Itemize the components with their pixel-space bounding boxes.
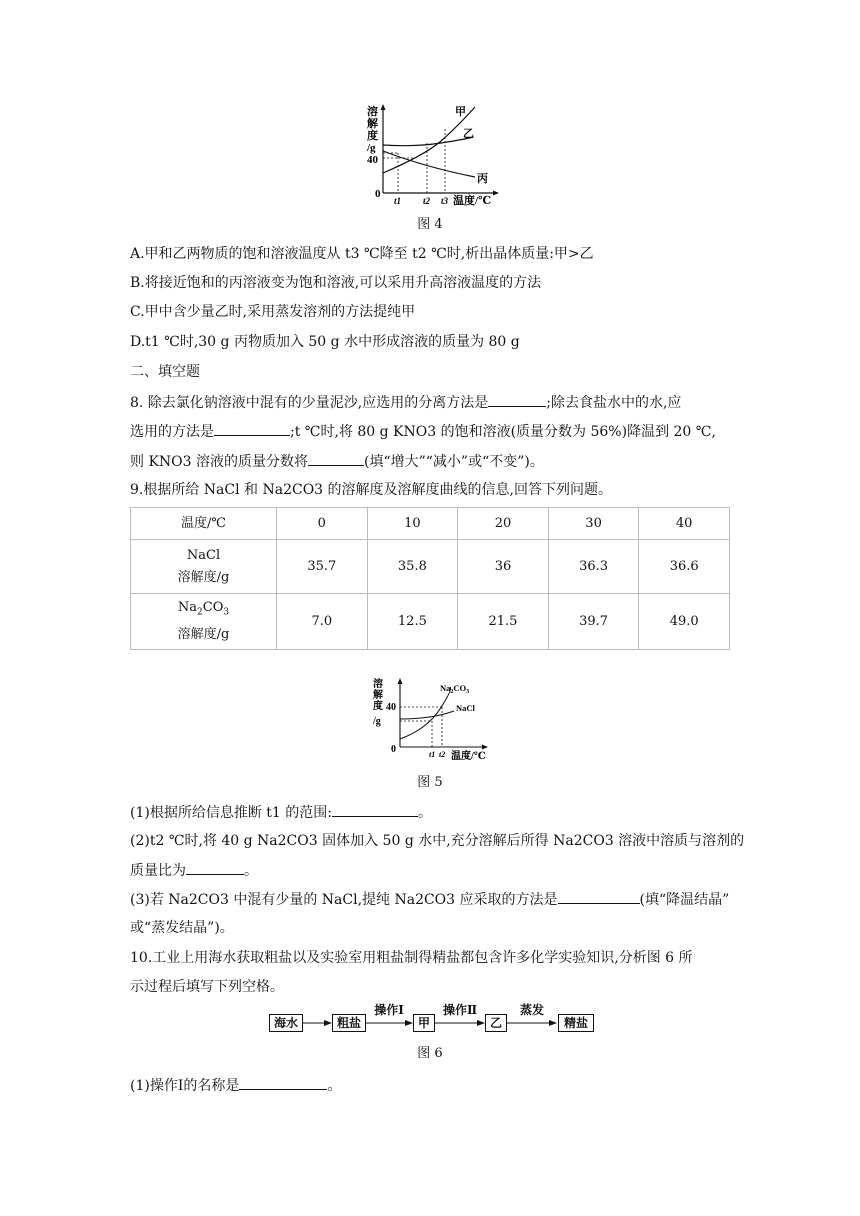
q8-text-1a: 8. 除去氯化钠溶液中混有的少量泥沙,应选用的分离方法是 — [130, 395, 489, 411]
fig5-origin: 0 — [391, 744, 396, 755]
figure-6-caption: 图 6 — [417, 1046, 443, 1061]
q8-blank-3[interactable] — [308, 451, 364, 466]
table-header-temp: 30 — [548, 508, 639, 540]
figure-6-flowchart — [265, 1005, 600, 1035]
table-cell: 35.8 — [367, 540, 458, 594]
figure-5-caption: 图 5 — [417, 775, 443, 790]
fig4-curve-yi — [383, 137, 473, 146]
section-title: 二、填空题 — [130, 364, 200, 380]
fig4-y-arrow — [381, 104, 386, 110]
q9-part-3a-text: (3)若 Na2CO3 中混有少量的 NaCl,提纯 Na2CO3 应采取的方法是 — [130, 892, 558, 908]
solubility-table — [130, 507, 730, 650]
fig5-t2-label: t2 — [439, 750, 446, 759]
flow-arrow-1 — [302, 1017, 332, 1029]
flow-arrow-2 — [365, 1017, 413, 1029]
q8-text-2a: 选用的方法是 — [130, 424, 214, 440]
flow-box-crude-salt: 粗盐 — [332, 1014, 366, 1032]
fig5-y-arrow — [398, 678, 403, 684]
flow-arrow-3 — [435, 1017, 485, 1029]
option-a: A.甲和乙两物质的饱和溶液温度从 t3 ℃降至 t2 ℃时,析出晶体质量:甲>乙 — [130, 246, 594, 262]
flow-box-refined-salt: 精盐 — [558, 1014, 594, 1032]
option-b: B.将接近饱和的丙溶液变为饱和溶液,可以采用升高溶液温度的方法 — [130, 275, 542, 291]
na2co3-name: $Na_2CO_3$ — [177, 600, 230, 618]
fig4-ylabel-3: 度 — [367, 130, 378, 142]
table-header-label: 温度/℃ — [131, 508, 277, 540]
fig5-xlabel: 温度/℃ — [451, 751, 486, 762]
q8-text-1b: ;除去食盐水中的水,应 — [546, 395, 682, 411]
table-header-temp: 10 — [367, 508, 458, 540]
fig5-ylabel-2: 解 — [373, 690, 383, 701]
flow-box-seawater: 海水 — [269, 1014, 303, 1032]
fig4-x-arrow — [493, 191, 499, 196]
q10-blank-1[interactable] — [239, 1075, 327, 1090]
table-cell: 7.0 — [277, 594, 368, 650]
flow-label-evaporate: 蒸发 — [519, 1003, 544, 1017]
q8-blank-2[interactable] — [214, 421, 290, 436]
fig4-label-yi: 乙 — [463, 128, 474, 140]
fig5-curve-nacl — [400, 711, 454, 719]
q9-blank-3[interactable] — [558, 889, 640, 904]
q9-blank-1[interactable] — [332, 802, 418, 817]
q10-part-1-text: (1)操作Ⅰ的名称是 — [130, 1078, 240, 1094]
fig4-t2-label: t2 — [423, 196, 431, 206]
fig5-ylabel-4: /g — [373, 716, 381, 727]
table-row — [131, 594, 730, 650]
fig4-origin: 0 — [375, 188, 381, 200]
fig4-t1-label: t1 — [394, 196, 402, 206]
q8-text-3a: 则 KNO3 溶液的质量分数将 — [130, 454, 308, 470]
fig5-curve-na2co3 — [400, 687, 451, 739]
fig4-ylabel-2: 解 — [367, 118, 378, 130]
fig5-label-na2co3: $Na_2CO_3$ — [440, 683, 470, 695]
q10-line-2: 示过程后填写下列空格。 — [130, 979, 284, 995]
fig5-ytick-40: 40 — [386, 702, 396, 713]
q9-part-2b — [130, 860, 258, 881]
option-d: D.t1 ℃时,30 g 丙物质加入 50 g 水中形成溶液的质量为 80 g — [130, 334, 520, 350]
q9-part-2a: (2)t2 ℃时,将 40 g Na2CO3 固体加入 50 g 水中,充分溶解后所得 Na2CO3 溶液中溶质与溶剂的 — [130, 833, 745, 849]
table-header-temp: 20 — [458, 508, 549, 540]
table-header-temp: 40 — [639, 508, 730, 540]
q8-text-3b: (填“增大”“减小”或“不变”)。 — [364, 454, 544, 470]
fig4-ylabel-4: /g — [367, 142, 376, 154]
fig5-ylabel-1: 溶 — [373, 679, 383, 690]
q8-text-2b: ;t ℃时,将 80 g KNO3 的饱和溶液(质量分数为 56%)降温到 20 ℃, — [290, 424, 716, 440]
fig4-curve-bing — [383, 151, 475, 177]
na2co3-unit: 溶解度/g — [177, 626, 230, 642]
q9-part-3a — [130, 889, 729, 910]
fig4-t3-label: t3 — [441, 196, 449, 206]
flow-label-op1: 操作Ⅰ — [374, 1003, 404, 1017]
q9-part-2b-end: 。 — [244, 863, 258, 879]
table-row — [131, 508, 730, 540]
table-cell: 39.7 — [548, 594, 639, 650]
q9-part-3a-end: (填“降温结晶” — [639, 892, 730, 908]
table-cell: 12.5 — [367, 594, 458, 650]
fig4-label-bing: 丙 — [477, 173, 488, 185]
table-cell: 49.0 — [639, 594, 730, 650]
q9-part-1-end: 。 — [417, 805, 432, 821]
flow-box-yi: 乙 — [485, 1014, 507, 1032]
nacl-name: NaCl — [186, 547, 221, 563]
nacl-unit: 溶解度/g — [177, 569, 230, 585]
q9-blank-2[interactable] — [186, 860, 244, 875]
q9-part-1 — [130, 802, 432, 823]
figure-4-caption: 图 4 — [417, 217, 443, 232]
flow-box-jia: 甲 — [413, 1014, 435, 1032]
table-row-label-nacl — [131, 540, 277, 594]
figure-5-solubility-chart — [372, 677, 492, 765]
table-cell: 21.5 — [458, 594, 549, 650]
flow-arrow-4 — [507, 1017, 557, 1029]
q9-part-1-text: (1)根据所给信息推断 t1 的范围: — [130, 805, 332, 821]
table-cell: 36.6 — [639, 540, 730, 594]
q10-part-1 — [130, 1075, 341, 1096]
option-c: C.甲中含少量乙时,采用蒸发溶剂的方法提纯甲 — [130, 304, 416, 320]
table-row-label-na2co3 — [131, 594, 277, 650]
fig4-xlabel: 温度/℃ — [453, 195, 492, 207]
fig4-label-jia: 甲 — [455, 106, 466, 118]
fig5-x-arrow — [482, 745, 488, 750]
q10-line-1: 10.工业上用海水获取粗盐以及实验室用粗盐制得精盐都包含许多化学实验知识,分析图 6 所 — [130, 950, 693, 966]
q9-part-2b-text: 质量比为 — [130, 863, 186, 879]
flow-label-op2: 操作Ⅱ — [442, 1003, 478, 1017]
fig5-ylabel-3: 度 — [373, 701, 383, 712]
fig5-t1-label: t1 — [429, 750, 436, 759]
table-cell: 36 — [458, 540, 549, 594]
table-cell: 36.3 — [548, 540, 639, 594]
q8-line-2 — [130, 421, 716, 442]
table-header-temp: 0 — [277, 508, 368, 540]
q9-intro: 9.根据所给 NaCl 和 Na2CO3 的溶解度及溶解度曲线的信息,回答下列问题。 — [130, 482, 612, 498]
q9-part-3b: 或“蒸发结晶”)。 — [130, 920, 234, 936]
q8-blank-1[interactable] — [488, 392, 546, 407]
fig5-label-nacl: NaCl — [456, 703, 475, 713]
figure-4-solubility-chart — [365, 103, 500, 208]
q8-line-1 — [130, 392, 681, 413]
q8-line-3 — [130, 451, 544, 472]
table-cell: 35.7 — [277, 540, 368, 594]
table-row — [131, 540, 730, 594]
fig4-ytick-40: 40 — [367, 154, 378, 166]
q10-part-1-end: 。 — [327, 1078, 342, 1094]
fig4-ylabel-1: 溶 — [367, 106, 378, 118]
